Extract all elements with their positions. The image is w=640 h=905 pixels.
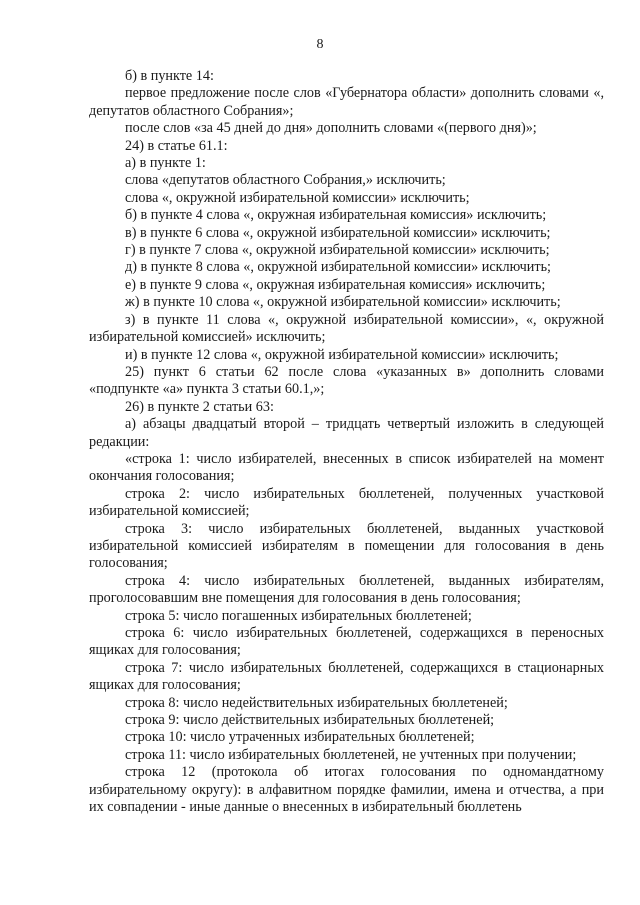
paragraph: строка 8: число недействительных избирательных бюллетеней; (125, 694, 508, 711)
paragraph: после слов «за 45 дней до дня» дополнить словами «(первого дня)»; (125, 120, 537, 137)
paragraph: строка 7: число избирательных бюллетеней, содержащихся в стационарных ящиках для голосования; (89, 659, 604, 694)
paragraph: «строка 1: число избирателей, внесенных в список избирателей на момент окончания голосования; (89, 450, 604, 485)
paragraph: 24) в статье 61.1: (125, 137, 228, 154)
paragraph: строка 5: число погашенных избирательных бюллетеней; (125, 607, 472, 624)
paragraph: д) в пункте 8 слова «, окружной избирательной комиссии» исключить; (125, 259, 551, 276)
paragraph: б) в пункте 4 слова «, окружная избирательная комиссия» исключить; (125, 207, 547, 224)
paragraph: строка 9: число действительных избирательных бюллетеней; (125, 712, 495, 729)
page-number: 8 (316, 37, 324, 52)
paragraph: и) в пункте 12 слова «, окружной избирательной комиссии» исключить; (125, 346, 559, 363)
paragraph: строка 12 (протокола об итогах голосования по одномандатному избирательному округу): в алфавитном порядке фамилии, имена и отчества, а при их совпадении - иные данные о внесенных в избирательный бюллетень (89, 764, 604, 816)
paragraph: слова «депутатов областного Собрания,» исключить; (125, 172, 446, 189)
paragraph: строка 6: число избирательных бюллетеней, содержащихся в переносных ящиках для голосования; (89, 625, 604, 659)
paragraph: ж) в пункте 10 слова «, окружной избирательной комиссии» исключить; (125, 294, 561, 311)
paragraph: слова «, окружной избирательной комиссии» исключить; (125, 189, 470, 206)
paragraph: строка 3: число избирательных бюллетеней, выданных участковой избирательной комиссией избирателям в помещении для голосования в день голосования; (89, 520, 604, 572)
paragraph: строка 10: число утраченных избирательных бюллетеней; (125, 729, 475, 746)
paragraph: 26) в пункте 2 статьи 63: (125, 398, 274, 415)
paragraph: строка 11: число избирательных бюллетеней, не учтенных при получении; (125, 746, 577, 763)
paragraph: 25) пункт 6 статьи 62 после слова «указанных в» дополнить словами «подпункте «а» пункта 3 статьи 60.1,»; (89, 363, 604, 398)
paragraph: е) в пункте 9 слова «, окружная избирательная комиссия» исключить; (125, 276, 546, 293)
paragraph: в) в пункте 6 слова «, окружной избирательной комиссии» исключить; (125, 224, 551, 241)
paragraph: а) абзацы двадцатый второй – тридцать четвертый изложить в следующей редакции: (89, 416, 604, 450)
paragraph: строка 4: число избирательных бюллетеней, выданных избирателям, проголосовавшим вне помещения для голосования в день голосования; (89, 572, 604, 607)
paragraph: б) в пункте 14: (125, 68, 214, 84)
paragraph: а) в пункте 1: (125, 155, 206, 172)
paragraph: строка 2: число избирательных бюллетеней, полученных участковой избирательной комиссией; (89, 485, 604, 520)
paragraph: з) в пункте 11 слова «, окружной избирательной комиссии», «, окружной избирательной комиссией» исключить; (89, 311, 604, 346)
paragraph: первое предложение после слов «Губернатора области» дополнить словами «, депутатов областного Собрания»; (89, 85, 604, 119)
paragraph: г) в пункте 7 слова «, окружной избирательной комиссии» исключить; (125, 242, 550, 259)
document-body (89, 68, 604, 816)
